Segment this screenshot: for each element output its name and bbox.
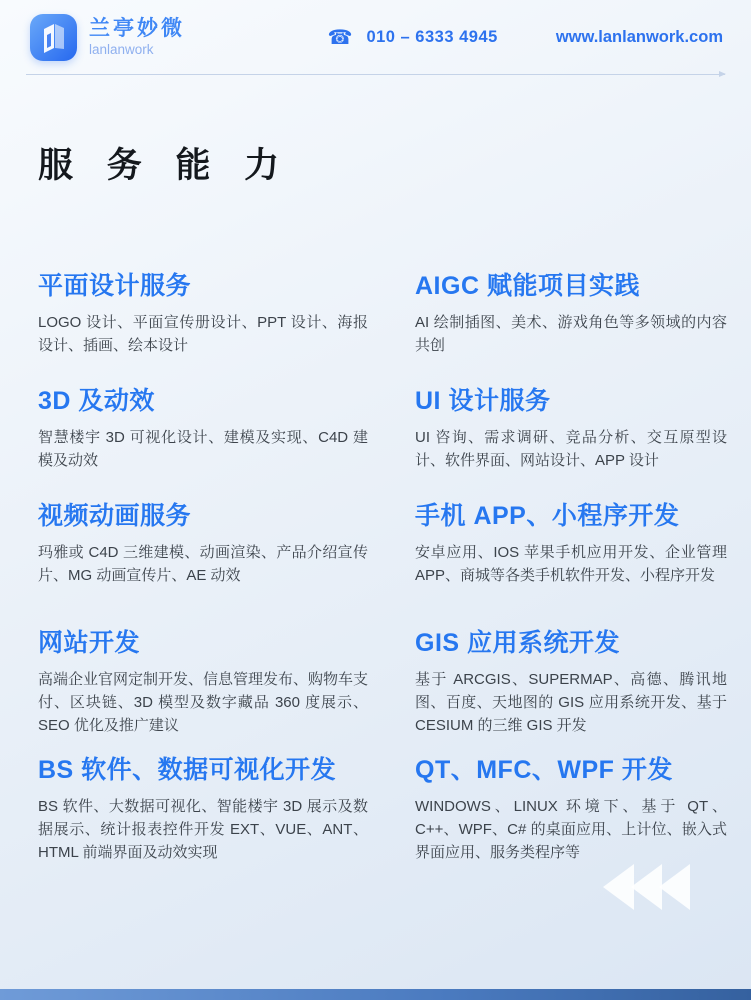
rewind-icon[interactable] [603, 864, 695, 910]
brand-text [89, 18, 185, 57]
service-description: 安卓应用、IOS 苹果手机应用开发、企业管理APP、商城等各类手机软件开发、小程序开发 [415, 544, 727, 584]
services-row-1 [38, 266, 727, 381]
service-bs-dataviz [38, 750, 368, 864]
phone-icon: ☎ [327, 26, 353, 49]
service-title: 手机 APP、小程序开发 [415, 502, 680, 530]
service-description: WINDOWS、LINUX 环境下、基于 QT、C++、WPF、C# 的桌面应用、上计位、嵌入式界面应用、服务类程序等 [415, 798, 727, 861]
header-divider [26, 74, 725, 75]
book-logo-icon [30, 14, 77, 61]
service-description: BS 软件、大数据可视化、智能楼宇 3D 展示及数据展示、统计报表控件开发 EXT、VUE、ANT、HTML 前端界面及动效实现 [38, 798, 368, 861]
brand-logo [30, 14, 185, 61]
brand-name-en: lanlanwork [89, 41, 154, 57]
website-link[interactable]: www.lanlanwork.com [555, 28, 723, 46]
service-description: 基于 ARCGIS、SUPERMAP、高德、腾讯地图、百度、天地图的 GIS 应用系统开发、基于 CESIUM 的三维 GIS 开发 [415, 671, 727, 734]
services-row-2 [38, 381, 727, 496]
service-website-dev [38, 623, 368, 737]
open-book-glyph [39, 22, 69, 54]
service-description: 高端企业官网定制开发、信息管理发布、购物车支付、区块链、3D 模型及数字藏品 360 度展示、SEO 优化及推广建议 [38, 671, 369, 734]
service-graphic-design [38, 266, 368, 357]
service-description: 智慧楼宇 3D 可视化设计、建模及实现、C4D 建模及动效 [38, 429, 368, 469]
bottom-accent-bar [0, 989, 751, 1000]
phone-number[interactable]: 010 – 6333 4945 [366, 28, 498, 46]
service-gis-dev [415, 623, 727, 737]
brand-name-cn: 兰亭妙微 [89, 16, 185, 40]
service-aigc [415, 266, 727, 357]
header [0, 0, 751, 75]
header-contact [328, 28, 723, 48]
service-description: 玛雅或 C4D 三维建模、动画渲染、产品介绍宣传片、MG 动画宣传片、AE 动效 [38, 544, 368, 584]
service-title: AIGC 赋能项目实践 [415, 272, 640, 300]
service-description: UI 咨询、需求调研、竞品分析、交互原型设计、软件界面、网站设计、APP 设计 [415, 429, 727, 469]
services-row-4 [38, 623, 727, 750]
service-qt-mfc-wpf [415, 750, 727, 864]
services-row-5 [38, 750, 727, 864]
service-description: LOGO 设计、平面宣传册设计、PPT 设计、海报设计、插画、绘本设计 [38, 314, 368, 354]
service-video-animation [38, 496, 368, 587]
service-mobile-app [415, 496, 727, 587]
services-grid [38, 266, 727, 864]
service-3d-motion [38, 381, 368, 472]
service-description: AI 绘制插图、美术、游戏角色等多领域的内容共创 [415, 314, 727, 354]
service-title: GIS 应用系统开发 [415, 629, 621, 657]
service-title: QT、MFC、WPF 开发 [415, 756, 673, 784]
service-title: 平面设计服务 [38, 272, 192, 300]
service-title: BS 软件、数据可视化开发 [38, 756, 337, 784]
page-title: 服 务 能 力 [38, 146, 292, 185]
services-row-3 [38, 496, 727, 623]
service-ui-design [415, 381, 727, 472]
service-title: UI 设计服务 [415, 387, 551, 415]
service-title: 网站开发 [38, 629, 141, 657]
service-title: 视频动画服务 [38, 502, 192, 530]
service-title: 3D 及动效 [38, 387, 155, 415]
